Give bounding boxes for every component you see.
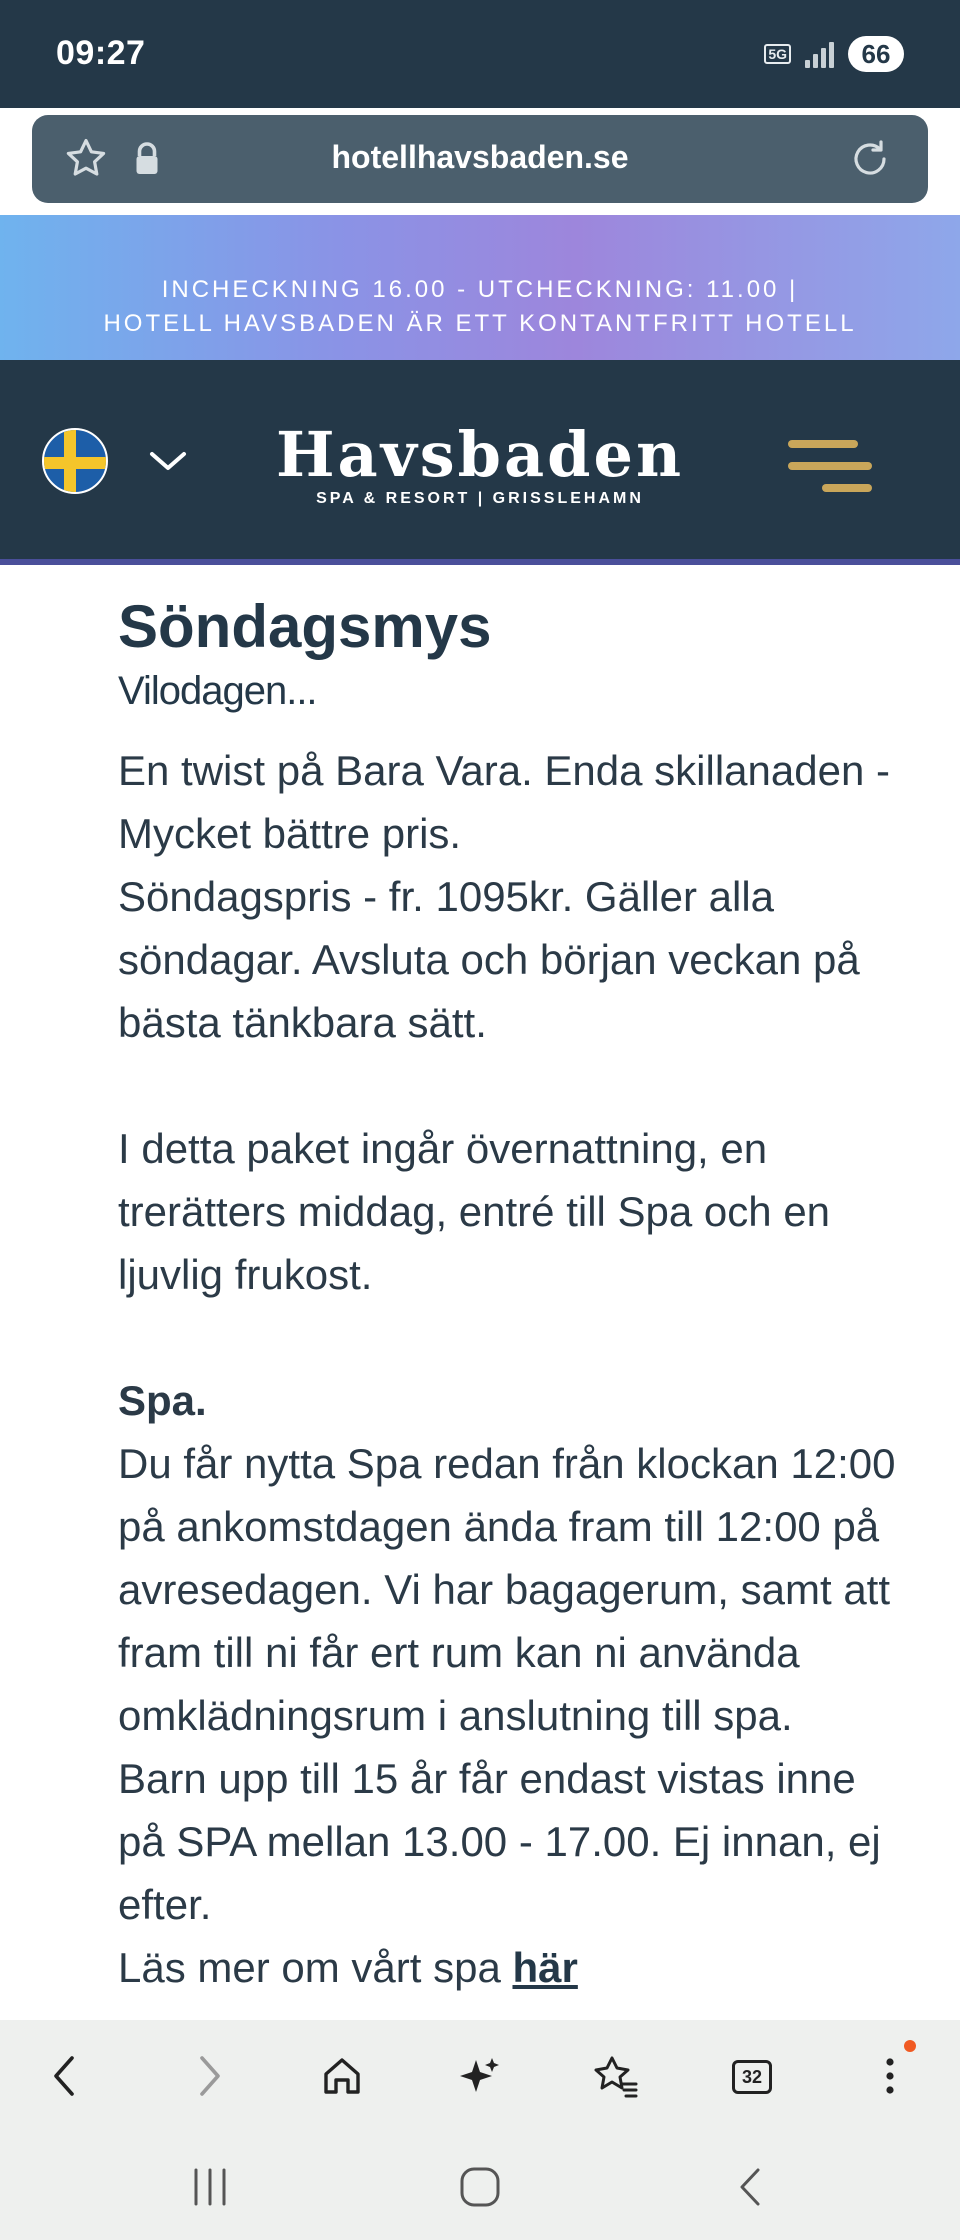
recent-apps-button[interactable] [180, 2162, 240, 2212]
body-line: söndagar. Avsluta och början veckan på [118, 936, 860, 983]
more-vertical-icon [880, 2052, 900, 2100]
body-line: Barn upp till 15 år får endast vistas inne [118, 1755, 856, 1802]
notification-dot [904, 2040, 916, 2052]
body-line: omklädningsrum i anslutning till spa. [118, 1692, 793, 1739]
home-circle-icon [450, 2162, 510, 2212]
promo-banner [0, 215, 960, 360]
chevron-left-icon [46, 2052, 86, 2100]
body-line: Läs mer om vårt spa [118, 1944, 501, 1991]
promo-line-1: INCHECKNING 16.00 - UTCHECKNING: 11.00 | [161, 276, 799, 303]
system-nav-bar [0, 2130, 960, 2240]
body-line: ljuvlig frukost. [118, 1251, 373, 1298]
tab-count: 32 [732, 2060, 772, 2094]
tabs-button[interactable] [722, 2046, 782, 2106]
recent-apps-icon [180, 2162, 240, 2212]
body-line: fram till ni får ert rum kan ni använda [118, 1629, 800, 1676]
logo-tagline: SPA & RESORT | GRISSLEHAMN [316, 490, 644, 507]
system-back-button[interactable] [720, 2162, 780, 2212]
spa-heading: Spa. [118, 1377, 207, 1424]
body-line: En twist på Bara Vara. Enda skillanaden - [118, 747, 890, 794]
site-header [0, 360, 960, 565]
browser-toolbar [0, 2020, 960, 2130]
body-line: trerätters middag, entré till Spa och en [118, 1188, 831, 1235]
body-line: I detta paket ingår övernattning, en [118, 1125, 768, 1172]
article-body [118, 739, 960, 1999]
promo-line-2: HOTELL HAVSBADEN ÄR ETT KONTANTFRITT HOTELL [103, 310, 857, 337]
spa-read-more-link[interactable]: här [512, 1944, 578, 1991]
system-home-button[interactable] [450, 2162, 510, 2212]
home-button[interactable] [312, 2046, 372, 2106]
spa-link-line [118, 1936, 960, 1999]
chevron-right-icon [188, 2052, 228, 2100]
body-line: bästa tänkbara sätt. [118, 999, 487, 1046]
swedish-flag-icon[interactable] [42, 428, 108, 494]
body-line: på ankomstdagen ända fram till 12:00 på [118, 1503, 880, 1550]
body-line: avresedagen. Vi har bagagerum, samt att [118, 1566, 891, 1613]
status-time: 09:27 [56, 34, 146, 72]
body-line: efter. [118, 1881, 212, 1928]
logo-name: Havsbaden [275, 418, 685, 491]
ai-assist-button[interactable] [450, 2046, 510, 2106]
url-text[interactable]: hotellhavsbaden.se [331, 139, 629, 175]
home-icon [318, 2052, 366, 2100]
status-bar [0, 0, 960, 108]
status-icons [764, 32, 904, 76]
page-title: Söndagsmys [118, 593, 492, 660]
body-line: på SPA mellan 13.00 - 17.00. Ej innan, ej [118, 1818, 881, 1865]
forward-button[interactable] [178, 2046, 238, 2106]
page-subtitle: Vilodagen... [118, 669, 317, 713]
battery-icon: 66 [848, 36, 904, 72]
menu-icon[interactable] [788, 440, 872, 510]
body-line: Söndagspris - fr. 1095kr. Gäller alla [118, 873, 775, 920]
bookmarks-button[interactable] [586, 2046, 646, 2106]
sparkle-icon [456, 2052, 504, 2100]
back-chevron-icon [720, 2162, 780, 2212]
site-logo[interactable] [270, 418, 690, 508]
bookmark-list-icon [590, 2052, 642, 2100]
body-line: Mycket bättre pris. [118, 810, 462, 857]
network-5g-icon: 5G [764, 44, 791, 64]
signal-icon [805, 40, 834, 68]
chevron-down-icon[interactable] [146, 446, 190, 476]
main-content [118, 565, 960, 2020]
body-line: Du får nytta Spa redan från klockan 12:00 [118, 1440, 896, 1487]
more-menu-button[interactable] [860, 2046, 920, 2106]
address-bar[interactable] [32, 115, 928, 203]
reload-icon[interactable] [846, 135, 894, 183]
back-button[interactable] [36, 2046, 96, 2106]
